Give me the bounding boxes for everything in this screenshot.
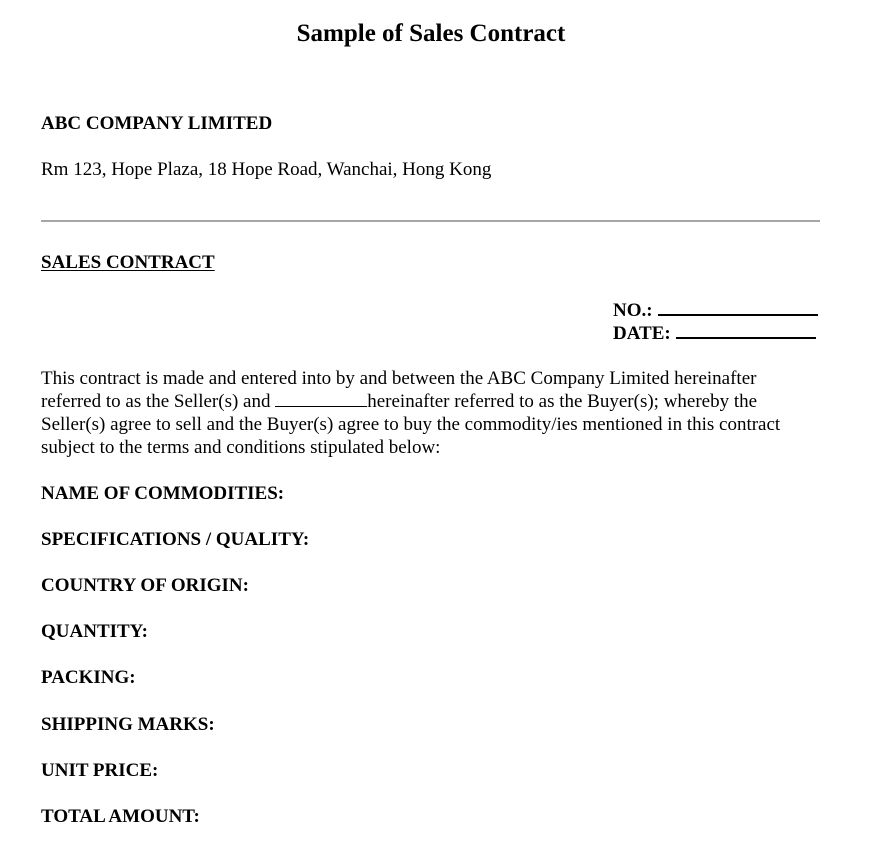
contract-date-blank[interactable]: [676, 321, 816, 339]
contract-date-label: DATE:: [613, 323, 671, 344]
intro-text: referred to as the Seller(s) and: [41, 391, 276, 412]
intro-line: [41, 390, 831, 413]
field-quantity: QUANTITY:: [41, 621, 148, 642]
contract-date-row: [613, 321, 818, 344]
reference-block: [613, 298, 818, 344]
contract-number-label: NO.:: [613, 300, 653, 321]
header-divider: [41, 220, 820, 222]
intro-line: Seller(s) agree to sell and the Buyer(s) agree to buy the commodity/ies mentioned in this contract: [41, 414, 781, 435]
document-title: Sample of Sales Contract: [296, 20, 566, 47]
contract-number-row: [613, 298, 818, 321]
field-packing: PACKING:: [41, 667, 136, 688]
field-country-of-origin: COUNTRY OF ORIGIN:: [41, 575, 249, 596]
company-address: Rm 123, Hope Plaza, 18 Hope Road, Wanchai, Hong Kong: [41, 159, 492, 180]
field-specifications-quality: SPECIFICATIONS / QUALITY:: [41, 529, 310, 550]
field-name-of-commodities: NAME OF COMMODITIES:: [41, 483, 285, 504]
section-heading: SALES CONTRACT: [41, 252, 215, 273]
field-unit-price: UNIT PRICE:: [41, 760, 159, 781]
field-shipping-marks: SHIPPING MARKS:: [41, 714, 215, 735]
contract-number-blank[interactable]: [658, 298, 818, 316]
intro-paragraph: [41, 367, 831, 459]
company-name: ABC COMPANY LIMITED: [41, 113, 273, 134]
intro-text: hereinafter referred to as the Buyer(s); whereby the: [367, 391, 758, 412]
field-total-amount: TOTAL AMOUNT:: [41, 806, 200, 827]
buyer-name-blank[interactable]: [275, 391, 367, 407]
intro-line: subject to the terms and conditions stipulated below:: [41, 437, 441, 458]
intro-line: This contract is made and entered into by and between the ABC Company Limited hereinafter: [41, 368, 757, 389]
